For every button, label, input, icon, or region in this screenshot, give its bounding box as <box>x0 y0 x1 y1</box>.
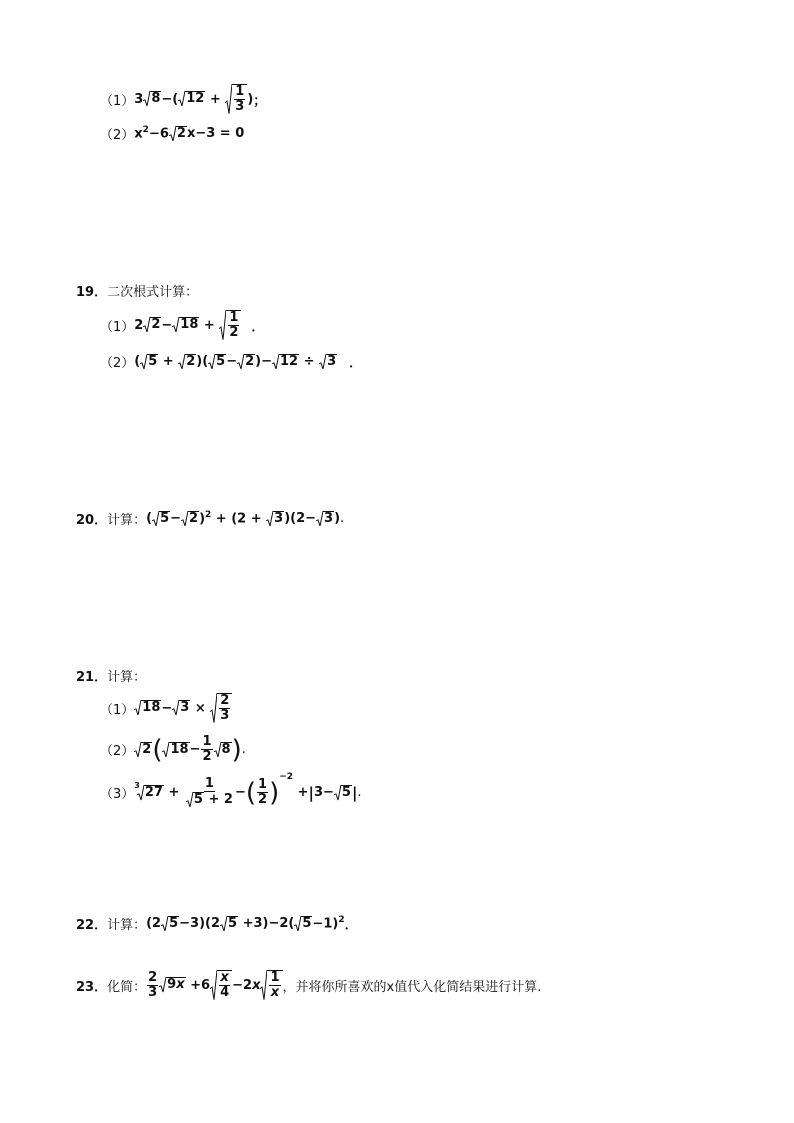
question-instruction: ，并将你所喜欢的x值代入化简结果进行计算. <box>282 979 542 995</box>
question-title: 二次根式计算： <box>107 285 199 300</box>
punctuation: . <box>340 510 345 526</box>
item-label: （1） <box>100 702 135 718</box>
math-expression: $\frac{2}{3}$ 9 x +6 $\frac{x}{4}$ −2x $\frac{1}{x}$ <box>146 970 282 1001</box>
math-expression: ( 5 − 2 )$^2$ + (2 + 3 )(2− 3 ) . <box>146 510 345 527</box>
item-label: （2） <box>100 744 135 760</box>
p19-item1 <box>100 310 264 341</box>
math-expression: (2 5 −3)(2 5 +3)−2( 5 −1)$^2$ ． <box>146 915 358 933</box>
punctuation: ． <box>344 918 358 933</box>
math-expression: 3 8 −( 12 + $\frac{1}{3}$ ) ； <box>134 84 267 115</box>
p21-item3 <box>100 772 362 808</box>
question-number: 22． <box>76 918 108 933</box>
question-number: 20． <box>76 513 108 528</box>
item-label: （2） <box>100 128 135 143</box>
question-title: 化简： <box>107 979 147 995</box>
math-expression: 2 2 − 18 + $\frac{1}{2}$ ． <box>134 310 265 341</box>
p20-line <box>76 509 344 528</box>
p23-line <box>76 970 541 1001</box>
question-title: 计算： <box>107 670 147 685</box>
math-expression: 3 27 + 1 5 + 2 − ( $\frac{1}{2}$ ) $^{-2}$ + | 3− 5 | . <box>134 772 362 808</box>
item-label: （2） <box>100 356 135 371</box>
question-number: 21． <box>76 670 108 685</box>
p21-heading <box>76 666 146 685</box>
p21-item1 <box>100 693 232 724</box>
math-expression: 18 − 3 × $\frac{2}{3}$ <box>134 693 232 724</box>
question-number: 19． <box>76 285 108 300</box>
punctuation: ． <box>349 356 363 371</box>
p21-item2 <box>100 735 246 765</box>
p19-item2 <box>100 352 362 371</box>
question-title: 计算： <box>107 513 147 528</box>
p18-item2 <box>100 124 244 143</box>
p22-line <box>76 914 358 933</box>
item-label: （1） <box>100 319 135 335</box>
p18-item1 <box>100 84 266 115</box>
question-number: 23． <box>76 979 108 995</box>
punctuation: . <box>241 742 246 758</box>
punctuation: ； <box>253 93 267 109</box>
p19-heading <box>76 281 198 300</box>
math-expression: 2 ( 18 − $\frac{1}{2}$ 8 ) . <box>134 735 246 765</box>
item-label: （1） <box>100 93 135 109</box>
question-title: 计算： <box>107 918 147 933</box>
item-label: （3） <box>100 787 135 803</box>
math-expression: $x^2-6$ 2 x−3 = 0 <box>134 125 245 142</box>
math-expression: ( 5 + 2 )( 5 − 2 )− 12 ÷ 3 ． <box>134 353 363 371</box>
punctuation: . <box>357 785 362 801</box>
punctuation: ． <box>251 319 265 335</box>
